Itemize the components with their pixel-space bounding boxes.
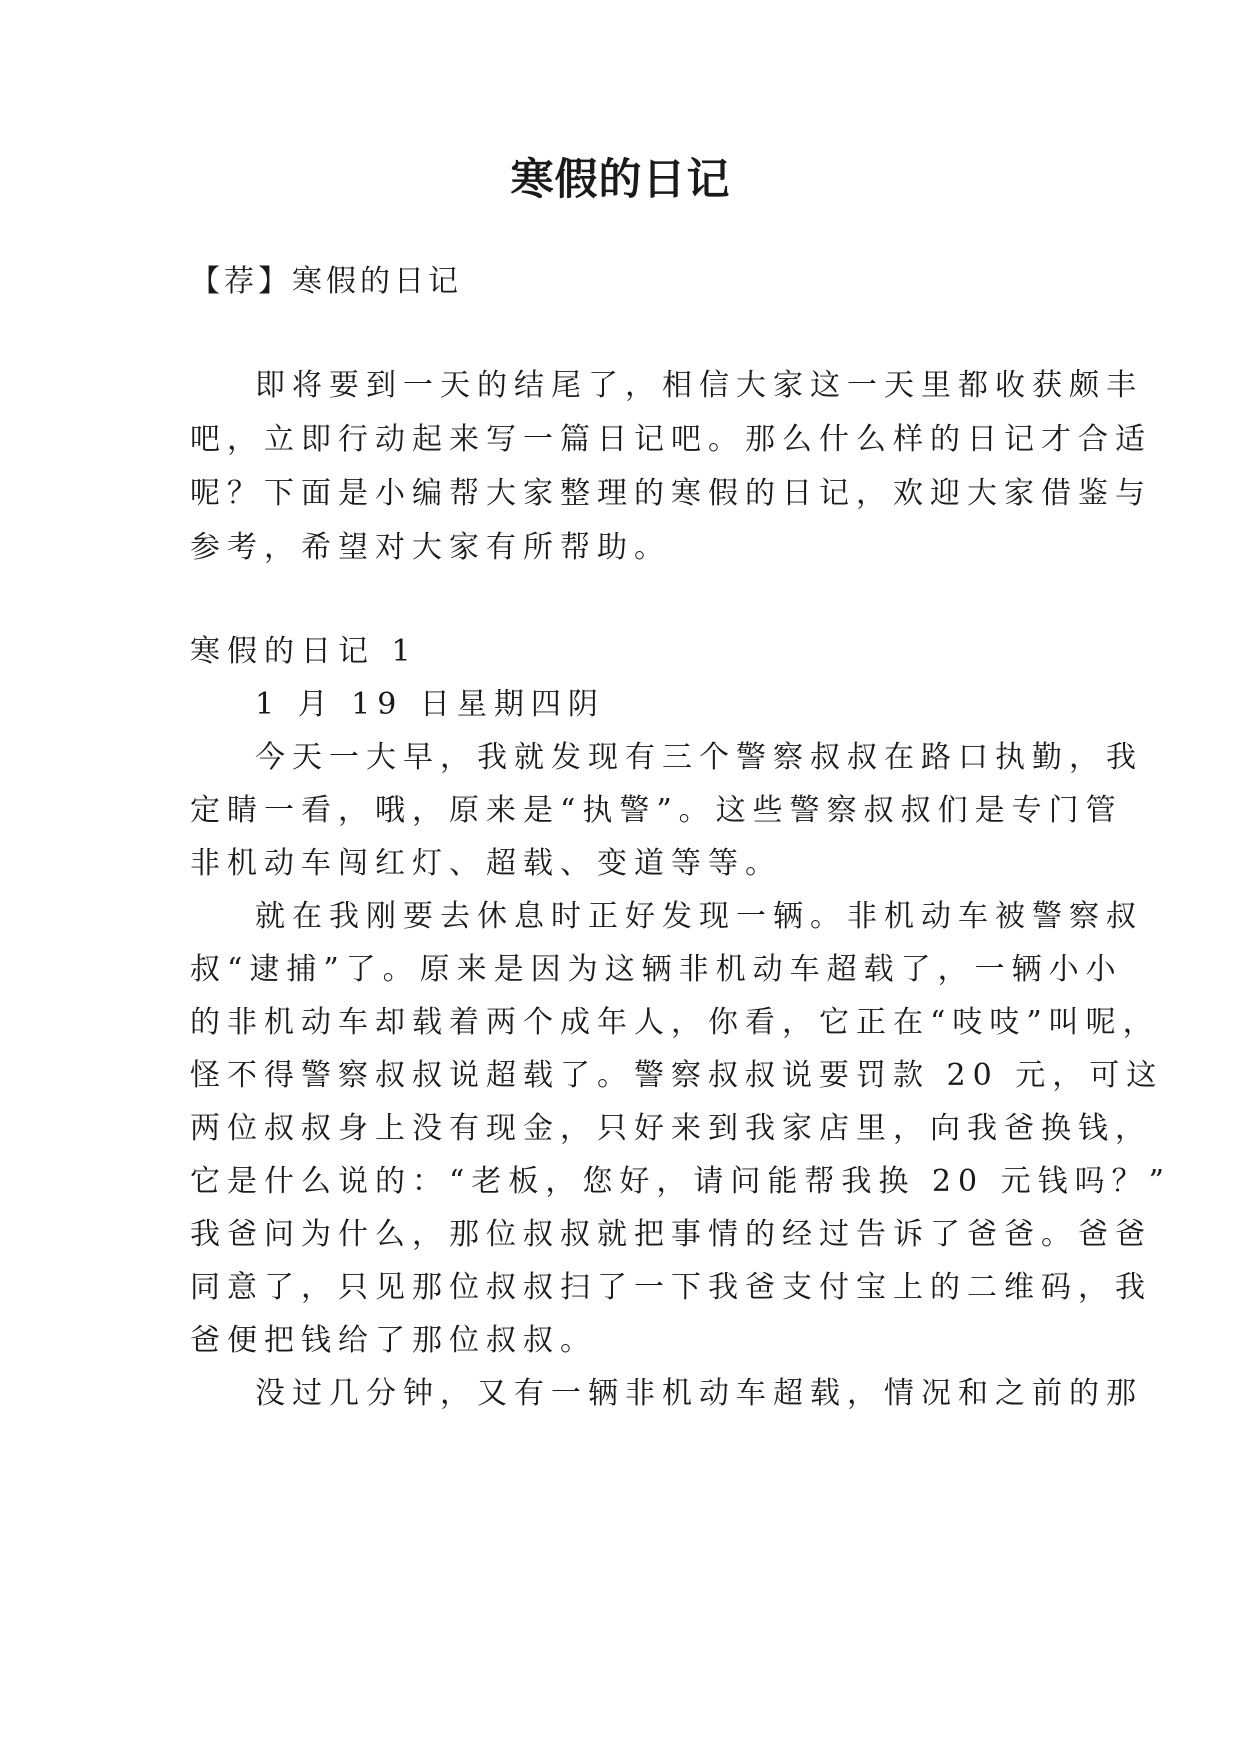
paragraph-line: 就在我刚要去休息时正好发现一辆。非机动车被警察叔 (255, 899, 1143, 934)
page-title: 寒假的日记 (510, 155, 731, 205)
paragraph-line: 它是什么说的：“老板，您好，请问能帮我换 20 元钱吗？” (190, 1164, 1171, 1199)
date-line: 1 月 19 日星期四阴 (255, 687, 605, 722)
paragraph-line: 非机动车闯红灯、超载、变道等等。 (190, 846, 782, 881)
intro-line: 参考，希望对大家有所帮助。 (190, 530, 671, 565)
intro-line: 即将要到一天的结尾了，相信大家这一天里都收获颇丰 (255, 368, 1143, 403)
paragraph-line: 我爸问为什么，那位叔叔就把事情的经过告诉了爸爸。爸爸 (190, 1217, 1152, 1252)
paragraph-line: 怪不得警察叔叔说超载了。警察叔叔说要罚款 20 元，可这 (190, 1058, 1164, 1093)
paragraph-line: 两位叔叔身上没有现金，只好来到我家店里，向我爸换钱， (190, 1111, 1152, 1146)
intro-line: 呢？下面是小编帮大家整理的寒假的日记，欢迎大家借鉴与 (190, 476, 1152, 511)
paragraph-line: 今天一大早，我就发现有三个警察叔叔在路口执勤，我 (255, 740, 1143, 775)
paragraph-line: 叔“逮捕”了。原来是因为这辆非机动车超载了，一辆小小 (190, 952, 1123, 987)
intro-line: 吧，立即行动起来写一篇日记吧。那么什么样的日记才合适 (190, 422, 1152, 457)
paragraph-line: 定睛一看，哦，原来是“执警”。这些警察叔叔们是专门管 (190, 793, 1123, 828)
paragraph-line: 的非机动车却载着两个成年人，你看，它正在“吱吱”叫呢， (190, 1005, 1160, 1040)
paragraph-line: 没过几分钟，又有一辆非机动车超载，情况和之前的那 (255, 1376, 1143, 1411)
paragraph-line: 同意了，只见那位叔叔扫了一下我爸支付宝上的二维码，我 (190, 1270, 1152, 1305)
tag-line: 【荐】寒假的日记 (190, 264, 462, 299)
section-heading: 寒假的日记 1 (190, 634, 418, 669)
paragraph-line: 爸便把钱给了那位叔叔。 (190, 1323, 597, 1358)
